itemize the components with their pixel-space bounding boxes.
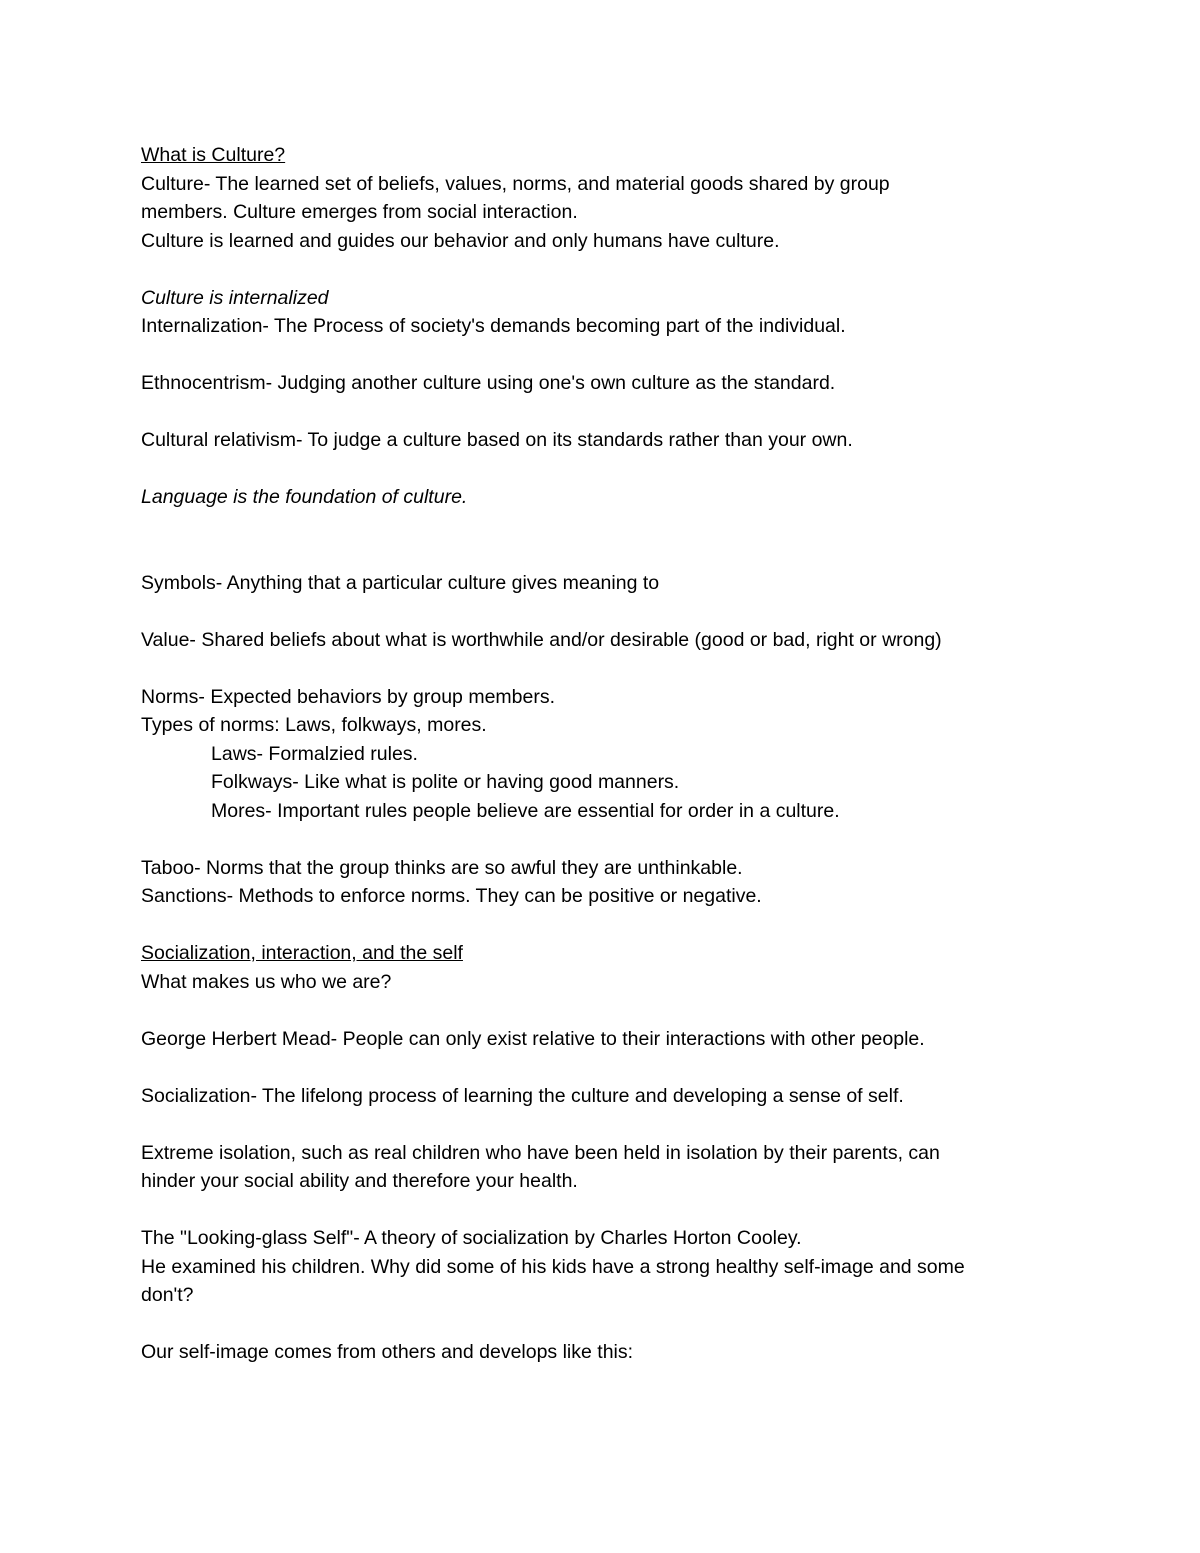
culture-learned-line: Culture is learned and guides our behavior and only humans have culture. [141, 229, 780, 252]
culture-definition-line-1: Culture- The learned set of beliefs, values, norms, and material goods shared by group [141, 172, 890, 195]
heading-what-is-culture: What is Culture? [141, 144, 286, 166]
sanctions-definition: Sanctions- Methods to enforce norms. They can be positive or negative. [141, 885, 762, 907]
isolation-line-2: hinder your social ability and therefore your health. [141, 1170, 578, 1192]
looking-glass-line: The "Looking-glass Self"- A theory of socialization by Charles Horton Cooley. [141, 1227, 802, 1249]
norm-types-line: Types of norms: Laws, folkways, mores. [141, 714, 487, 736]
symbols-definition: Symbols- Anything that a particular culture gives meaning to [141, 571, 660, 594]
socialization-definition: Socialization- The lifelong process of learning the culture and developing a sense of self. [141, 1084, 904, 1107]
taboo-definition: Taboo- Norms that the group thinks are so awful they are unthinkable. [141, 856, 743, 879]
spacer [141, 597, 1071, 626]
culture-definition-line-2: members. Culture emerges from social interaction. [141, 201, 578, 223]
heading-socialization: Socialization, interaction, and the self [141, 942, 463, 964]
spacer [141, 1053, 1071, 1082]
spacer [141, 512, 1071, 569]
spacer [141, 1196, 1071, 1225]
ethnocentrism-definition: Ethnocentrism- Judging another culture using one's own culture as the standard. [141, 372, 836, 394]
spacer [141, 1310, 1071, 1339]
folkways-definition: Folkways- Like what is polite or having good manners. [211, 771, 680, 793]
self-image-line: Our self-image comes from others and develops like this: [141, 1341, 634, 1363]
cultural-relativism-definition: Cultural relativism- To judge a culture based on its standards rather than your own. [141, 429, 853, 451]
spacer [141, 398, 1071, 427]
spacer [141, 825, 1071, 854]
internalization-definition: Internalization- The Process of society's demands becoming part of the individual. [141, 315, 846, 337]
spacer [141, 654, 1071, 683]
spacer [141, 1110, 1071, 1139]
document-page [141, 141, 1071, 1367]
value-definition: Value- Shared beliefs about what is worthwhile and/or desirable (good or bad, right or wrong) [141, 628, 942, 651]
spacer [141, 996, 1071, 1025]
norms-definition: Norms- Expected behaviors by group members. [141, 685, 556, 708]
language-foundation-line: Language is the foundation of culture. [141, 486, 468, 508]
spacer [141, 255, 1071, 284]
culture-internalized-subheading: Culture is internalized [141, 286, 329, 309]
mead-line: George Herbert Mead- People can only exist relative to their interactions with other people. [141, 1027, 925, 1050]
spacer [141, 911, 1071, 940]
laws-definition: Laws- Formalzied rules. [211, 742, 418, 765]
who-we-are-question: What makes us who we are? [141, 970, 392, 993]
mores-definition: Mores- Important rules people believe are essential for order in a culture. [211, 799, 840, 822]
spacer [141, 341, 1071, 370]
spacer [141, 455, 1071, 484]
cooley-line-1: He examined his children. Why did some of his kids have a strong healthy self-image and some [141, 1255, 965, 1278]
isolation-line-1: Extreme isolation, such as real children who have been held in isolation by their parents, can [141, 1141, 940, 1164]
cooley-line-2: don't? [141, 1284, 194, 1306]
